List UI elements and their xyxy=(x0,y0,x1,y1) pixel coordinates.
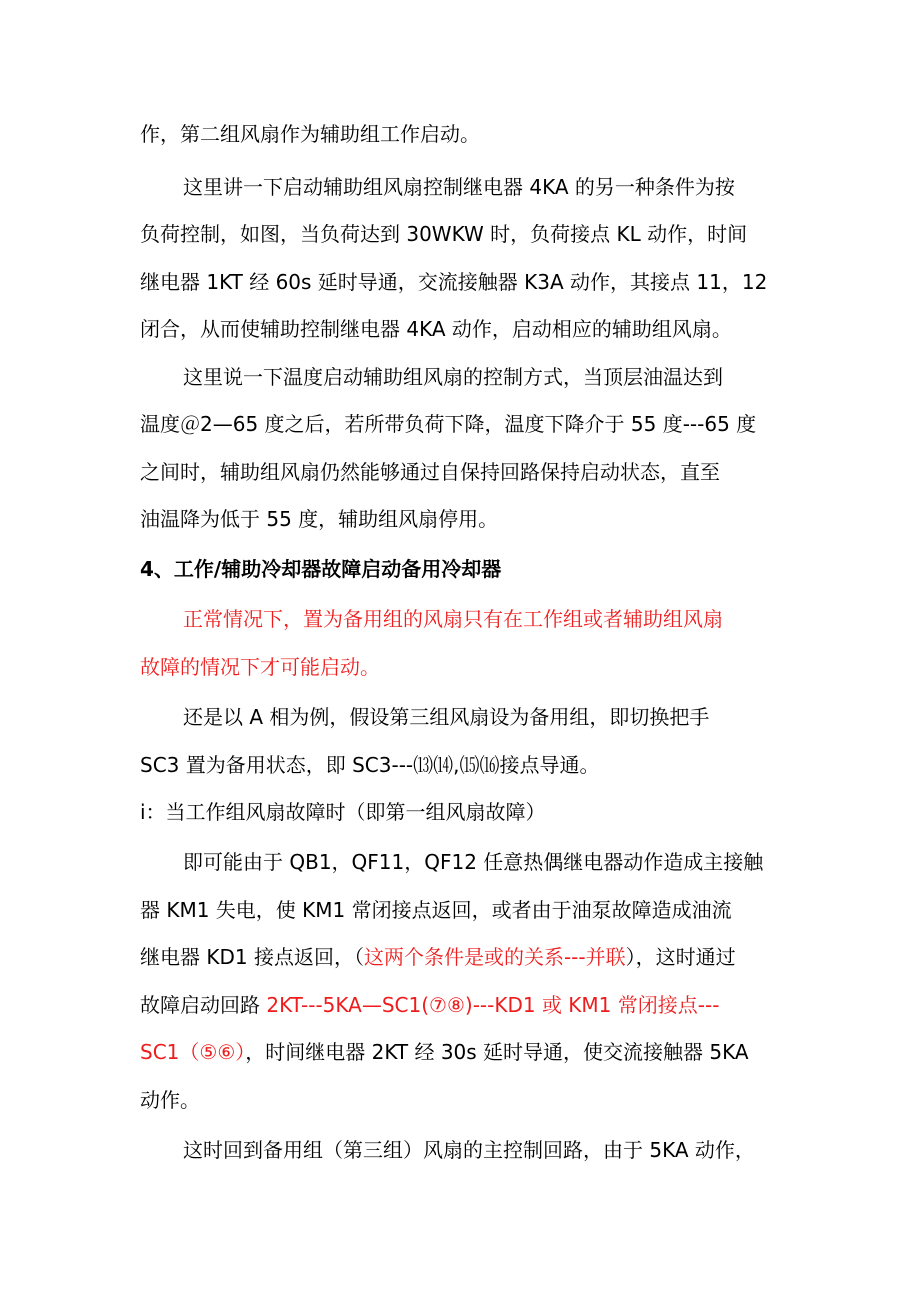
mixed-text-line xyxy=(140,991,719,1019)
text-segment: 故障启动回路 xyxy=(140,993,267,1017)
highlight-segment: 2KT---5KA—SC1(⑦⑧)---KD1 或 KM1 常闭接点--- xyxy=(266,993,720,1017)
text-line: i：当工作组风扇故障时（即第一组风扇故障） xyxy=(140,800,546,824)
text-line: 负荷控制，如图，当负荷达到 30WKW 时，负荷接点 KL 动作，时间 xyxy=(140,222,748,246)
text-line: 这时回到备用组（第三组）风扇的主控制回路，由于 5KA 动作， xyxy=(183,1138,755,1162)
text-line: 这里说一下温度启动辅助组风扇的控制方式，当顶层油温达到 xyxy=(183,365,723,389)
mixed-text-line xyxy=(140,943,736,971)
highlight-segment: 这两个条件是或的关系---并联 xyxy=(363,945,626,969)
text-line: 器 KM1 失电，使 KM1 常闭接点返回，或者由于油泵故障造成油流 xyxy=(140,898,732,922)
section-heading: 4、工作/辅助冷却器故障启动备用冷却器 xyxy=(140,557,502,581)
text-line: 之间时，辅助组风扇仍然能够通过自保持回路保持启动状态，直至 xyxy=(140,460,720,484)
highlight-line: 故障的情况下才可能启动。 xyxy=(140,655,380,679)
highlight-segment: SC1（⑤⑥） xyxy=(140,1040,246,1064)
text-line: 温度＠2—65 度之后，若所带负荷下降，温度下降介于 55 度---65 度 xyxy=(140,412,757,436)
text-line: 作，第二组风扇作为辅助组工作启动。 xyxy=(140,122,480,146)
text-segment: 继电器 KD1 接点返回，（ xyxy=(140,945,364,969)
text-line: 这里讲一下启动辅助组风扇控制继电器 4KA 的另一种条件为按 xyxy=(183,175,735,199)
text-line: 还是以 A 相为例，假设第三组风扇设为备用组，即切换把手 xyxy=(183,705,710,729)
text-segment: ），这时通过 xyxy=(625,945,736,969)
mixed-text-line xyxy=(140,1038,749,1066)
text-line: 油温降为低于 55 度，辅助组风扇停用。 xyxy=(140,507,499,531)
highlight-line: 正常情况下，置为备用组的风扇只有在工作组或者辅助组风扇 xyxy=(183,607,723,631)
text-line: 即可能由于 QB1，QF11，QF12 任意热偶继电器动作造成主接触 xyxy=(183,850,764,874)
text-line: 动作。 xyxy=(140,1088,200,1112)
text-line: SC3 置为备用状态，即 SC3---⒀⒁,⒂⒃接点导通。 xyxy=(140,753,600,777)
text-line: 闭合，从而使辅助控制继电器 4KA 动作，启动相应的辅助组风扇。 xyxy=(140,317,732,341)
text-segment: ，时间继电器 2KT 经 30s 延时导通，使交流接触器 5KA xyxy=(245,1040,749,1064)
text-line: 继电器 1KT 经 60s 延时导通，交流接触器 K3A 动作，其接点 11，12 xyxy=(140,270,768,294)
